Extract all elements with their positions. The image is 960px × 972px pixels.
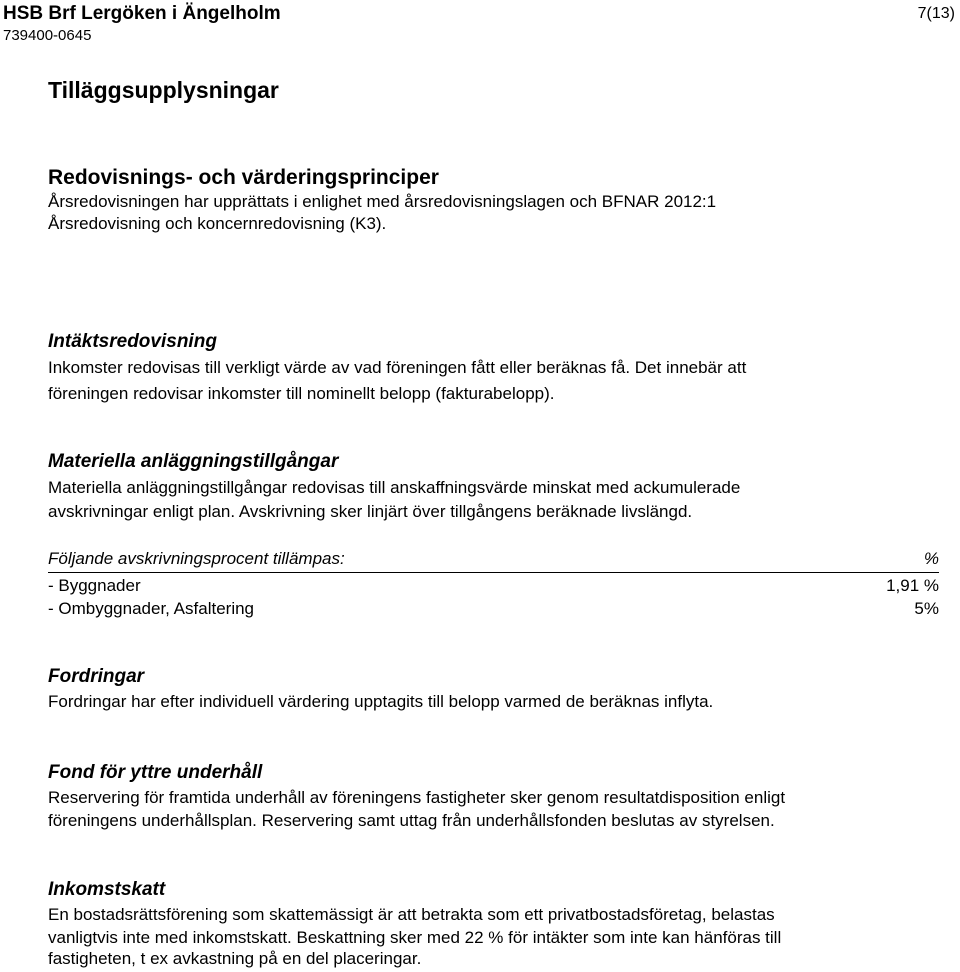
receivables-heading: Fordringar [48, 666, 145, 687]
page-indicator: 7(13) [917, 5, 955, 22]
depreciation-row-value: 5% [914, 599, 939, 618]
revenue-line-2: föreningen redovisar inkomster till nominellt belopp (fakturabelopp). [48, 384, 555, 403]
depreciation-row-name: - Ombyggnader, Asfaltering [48, 599, 255, 618]
maintenance-fund-line-2: föreningens underhållsplan. Reservering samt uttag från underhållsfonden beslutas av styrelsen. [48, 811, 775, 830]
income-tax-heading: Inkomstskatt [48, 879, 166, 900]
principles-line-2: Årsredovisning och koncernredovisning (K3). [48, 214, 387, 233]
depreciation-unit-header: % [923, 549, 939, 568]
page-title: Tilläggsupplysningar [48, 77, 279, 103]
income-tax-line-1: En bostadsrättsförening som skattemässigt är att betrakta som ett privatbostadsföretag, belastas [48, 905, 775, 924]
depreciation-row-name: - Byggnader [48, 576, 141, 595]
income-tax-line-3: fastigheten, t ex avkastning på en del placeringar. [48, 949, 422, 968]
depreciation-row [48, 575, 939, 597]
fixed-assets-heading: Materiella anläggningstillgångar [48, 451, 339, 472]
depreciation-label: Följande avskrivningsprocent tillämpas: [48, 549, 345, 568]
revenue-heading: Intäktsredovisning [48, 331, 217, 352]
organization-number: 739400-0645 [3, 27, 92, 44]
principles-line-1: Årsredovisningen har upprättats i enlighet med årsredovisningslagen och BFNAR 2012:1 [48, 192, 717, 211]
receivables-line-1: Fordringar har efter individuell värdering upptagits till belopp varmed de beräknas inflyta. [48, 692, 714, 711]
depreciation-row [48, 598, 939, 620]
organization-name: HSB Brf Lergöken i Ängelholm [3, 3, 281, 24]
maintenance-fund-heading: Fond för yttre underhåll [48, 762, 263, 783]
depreciation-row-value: 1,91 % [886, 576, 939, 595]
fixed-assets-line-2: avskrivningar enligt plan. Avskrivning sker linjärt över tillgångens beräknade livslängd. [48, 502, 693, 521]
income-tax-line-2: vanligtvis inte med inkomstskatt. Beskattning sker med 22 % för intäkter som inte kan hänföras till [48, 928, 782, 947]
principles-heading: Redovisnings- och värderingsprinciper [48, 166, 439, 189]
maintenance-fund-line-1: Reservering för framtida underhåll av föreningens fastigheter sker genom resultatdisposition enligt [48, 788, 786, 807]
depreciation-header [48, 548, 939, 573]
fixed-assets-line-1: Materiella anläggningstillgångar redovisas till anskaffningsvärde minskat med ackumulerade [48, 478, 741, 497]
revenue-line-1: Inkomster redovisas till verkligt värde av vad föreningen fått eller beräknas få. Det innebär att [48, 358, 747, 377]
